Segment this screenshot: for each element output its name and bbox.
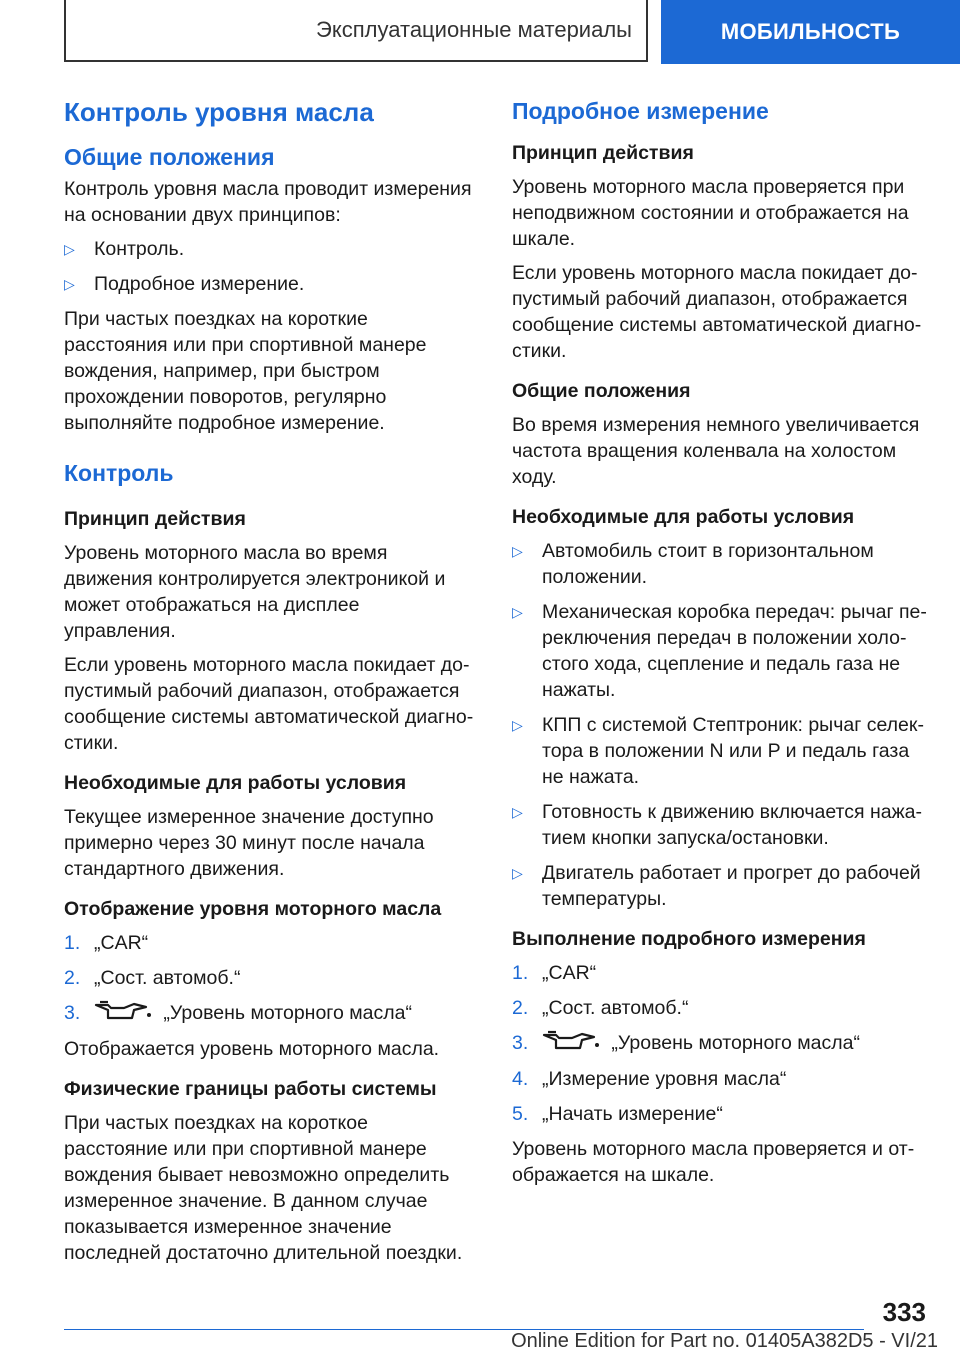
list-item: 3. „Уровень моторного масла“ (512, 1030, 928, 1057)
right-column (512, 96, 928, 1196)
triangle-bullet-icon: ▷ (64, 276, 75, 292)
general-text: Во время измерения немного увеличивается частота вращения коленвала на холостом ходу. (512, 414, 920, 488)
list-item: 5. „Начать измерение“ (512, 1103, 723, 1126)
perform-steps (512, 960, 928, 1127)
operation-text: Если уровень моторного масла покидает допустимый рабочий диапазон, отображается сообщение системы автоматической диагностики. (512, 262, 922, 362)
triangle-bullet-icon: ▷ (512, 717, 523, 733)
list-item: 1. „CAR“ (64, 932, 149, 954)
list-item: ▷ Автомобиль стоит в горизонтальном положении. (512, 540, 874, 588)
triangle-bullet-icon: ▷ (64, 241, 75, 257)
list-item: ▷ Механическая коробка передач: рычаг переключения передач в положении холостого хода, сцепление и педаль газа не нажаты. (512, 601, 927, 701)
operation-heading: Принцип действия (512, 142, 694, 164)
frequent-trips-text: При частых поездках на короткие расстояния или при спортивной манере вождения, например, при быстром прохождении поворотов, регулярно выполняйте подробное измерение. (64, 308, 427, 434)
step-number: 2. (64, 967, 81, 989)
operation-text: Если уровень моторного масла покидает допустимый рабочий диапазон, отображается сообщение системы автоматической диагностики. (64, 654, 474, 754)
display-steps (64, 930, 476, 1027)
triangle-bullet-icon: ▷ (512, 604, 523, 620)
list-item: 4. „Измерение уровня масла“ (512, 1068, 787, 1091)
section-tab (64, 0, 648, 62)
limits-text: При частых поездках на короткое расстояние или при спортивной манере вождения бывает невозможно определить измеренное значение. В данном случае показывается измеренное значение последней достаточно длительной поездки. (64, 1112, 463, 1265)
list-item: 2. „Сост. автомоб.“ (512, 997, 689, 1019)
triangle-bullet-icon: ▷ (512, 543, 523, 559)
page-number: 333 (882, 1297, 926, 1327)
step-number: 5. (512, 1103, 529, 1126)
conditions-heading: Необходимые для работы условия (512, 506, 855, 528)
list-item: 2. „Сост. автомоб.“ (64, 967, 241, 989)
list-item: ▷ Подробное измерение. (64, 273, 305, 295)
list-item: 1. „CAR“ (512, 962, 597, 984)
oil-can-icon (94, 1000, 152, 1027)
step-number: 3. (64, 1002, 81, 1024)
step-number: 1. (512, 962, 529, 984)
left-column (64, 96, 476, 1274)
chapter-label: МОБИЛЬНОСТЬ (720, 19, 901, 44)
step-number: 4. (512, 1068, 529, 1091)
step-number: 2. (512, 997, 529, 1019)
list-item: 3. „Уровень моторного масла“ (64, 1000, 476, 1027)
display-heading: Отображение уровня моторного масла (64, 898, 442, 920)
page-header (0, 0, 960, 64)
chapter-tab (661, 0, 960, 64)
operation-text: Уровень моторного масла во время движения контролируется электроникой и может отображаться на дисплее управления. (64, 542, 446, 642)
general-heading: Общие положения (64, 144, 275, 170)
list-item: ▷ Готовность к движению включается нажатием кнопки запуска/остановки. (512, 801, 922, 849)
operation-heading: Принцип действия (64, 508, 246, 530)
edition-text: Online Edition for Part no. 01405A382D5 - VI/21 (511, 1330, 938, 1352)
triangle-bullet-icon: ▷ (512, 865, 523, 881)
limits-heading: Физические границы работы системы (64, 1078, 437, 1101)
principles-list (64, 236, 476, 297)
section-label: Эксплуатационные материалы (316, 17, 632, 42)
step-number: 1. (64, 932, 81, 954)
triangle-bullet-icon: ▷ (512, 804, 523, 820)
step-number: 3. (512, 1032, 529, 1054)
perform-heading: Выполнение подробного измерения (512, 928, 866, 950)
operation-text: Уровень моторного масла проверяется при неподвижном состоянии и отображается на шкале. (512, 176, 909, 250)
oil-can-icon (542, 1030, 600, 1057)
list-item: ▷ Контроль. (64, 238, 185, 260)
detailed-measurement-heading: Подробное измерение (512, 98, 769, 124)
general-heading: Общие положения (512, 380, 691, 402)
conditions-heading: Необходимые для работы условия (64, 772, 407, 794)
display-result: Отображается уровень моторного масла. (64, 1038, 440, 1061)
perform-result: Уровень моторного масла проверяется и отображается на шкале. (512, 1138, 915, 1187)
control-heading: Контроль (64, 460, 174, 486)
list-item: ▷ Двигатель работает и прогрет до рабочей температуры. (512, 862, 921, 910)
page-title: Контроль уровня масла (64, 97, 374, 127)
list-item: ▷ КПП с системой Стептроник: рычаг селектора в положении N или P и педаль газа не нажата. (512, 714, 924, 788)
general-text: Контроль уровня масла проводит измерения на основании двух принципов: (64, 178, 472, 226)
conditions-text: Текущее измеренное значение доступно примерно через 30 минут после начала стандартного движения. (64, 806, 434, 880)
conditions-list (512, 538, 928, 912)
